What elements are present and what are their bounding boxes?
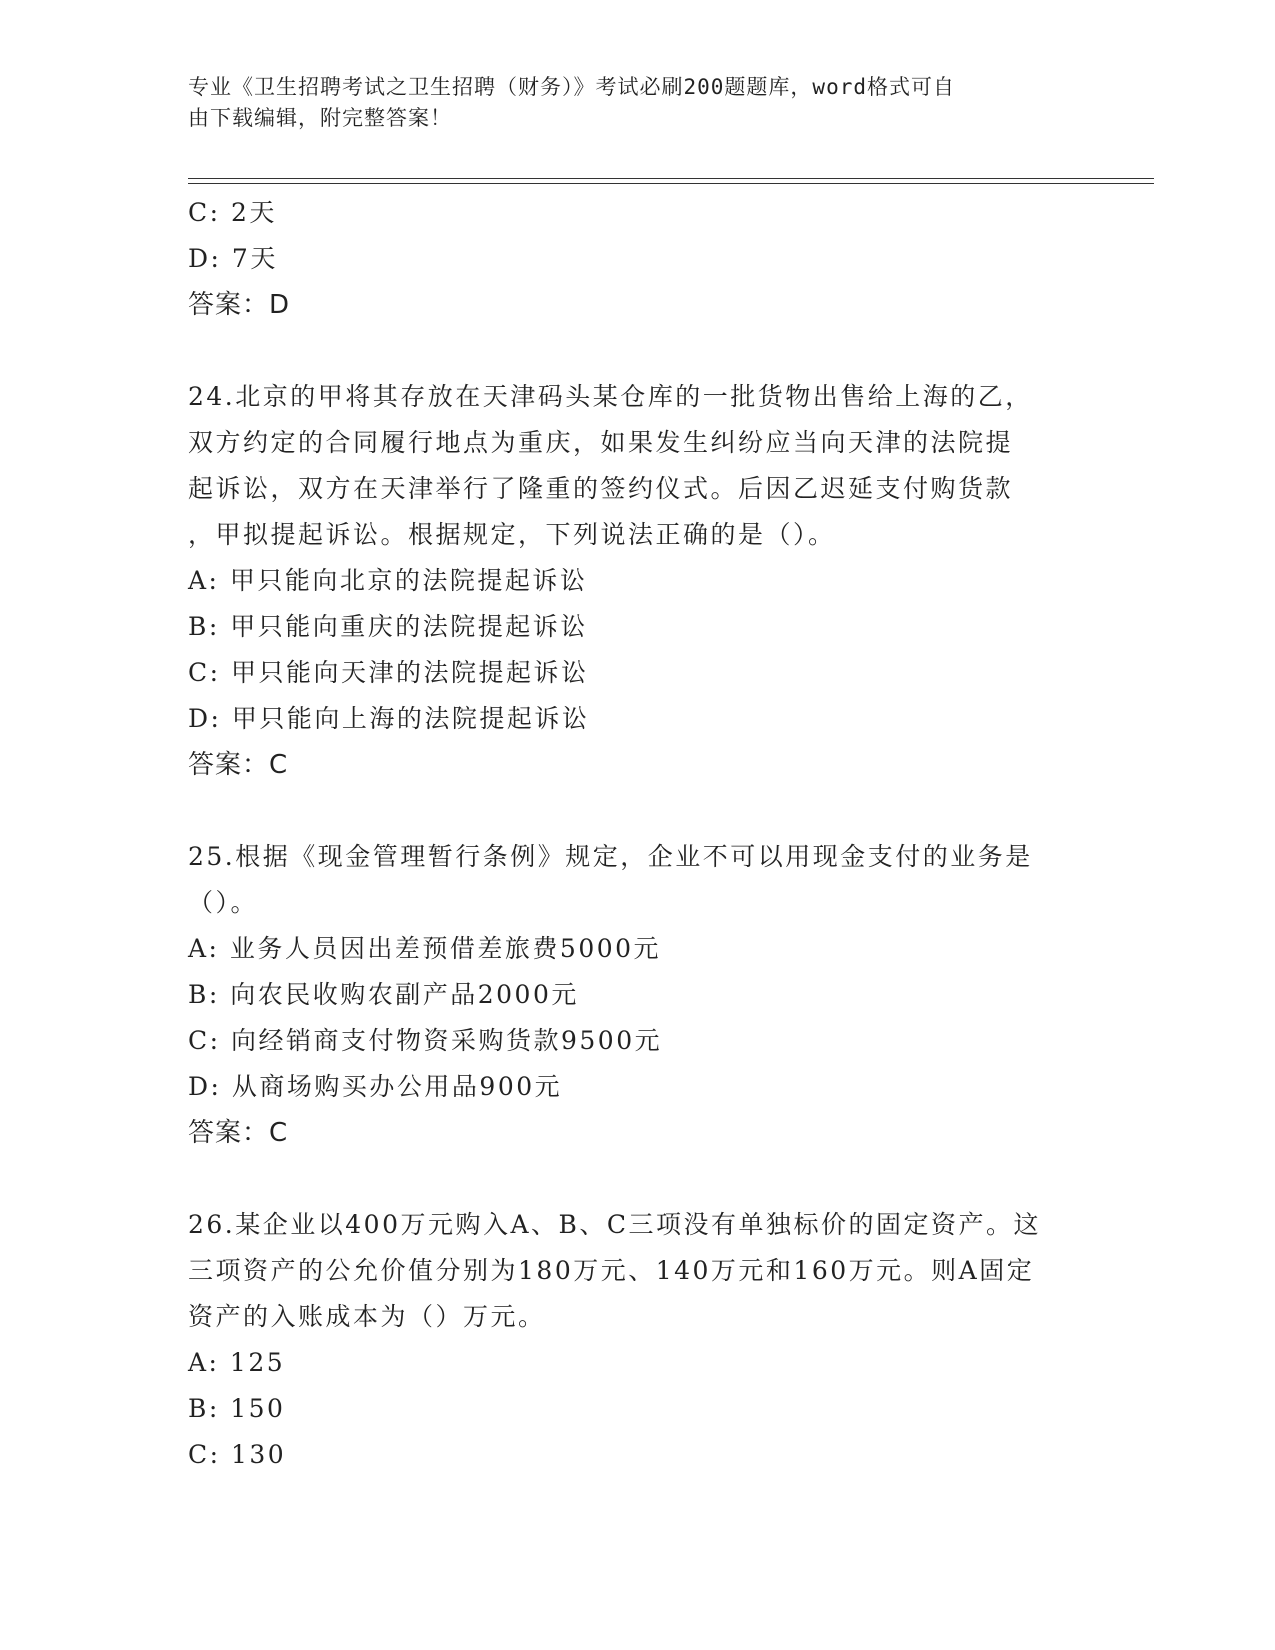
question-stem-line: 三项资产的公允价值分别为180万元、140万元和160万元。则A固定 xyxy=(188,1256,1035,1285)
option-c: C: 向经销商支付物资采购货款9500元 xyxy=(188,1026,663,1055)
document-header xyxy=(188,72,1068,134)
question-25 xyxy=(188,834,1088,1156)
question-stem-line: 24.北京的甲将其存放在天津码头某仓库的一批货物出售给上海的乙， xyxy=(188,382,1033,411)
option-b: B: 甲只能向重庆的法院提起诉讼 xyxy=(188,612,588,641)
option-c: C: 2天 xyxy=(188,198,277,227)
option-d: D: 7天 xyxy=(188,244,278,273)
question-list xyxy=(188,190,1088,1478)
option-c: C: 甲只能向天津的法院提起诉讼 xyxy=(188,658,589,687)
question-23-tail xyxy=(188,190,1088,328)
question-stem-line: 25.根据《现金管理暂行条例》规定，企业不可以用现金支付的业务是 xyxy=(188,842,1033,871)
question-26 xyxy=(188,1202,1088,1478)
option-b: B: 向农民收购农副产品2000元 xyxy=(188,980,579,1009)
question-stem-line: ，甲拟提起诉讼。根据规定，下列说法正确的是（）。 xyxy=(188,520,836,549)
header-divider-bottom xyxy=(188,183,1154,184)
answer: 答案：C xyxy=(188,1118,289,1148)
header-line-1: 专业《卫生招聘考试之卫生招聘（财务）》考试必刷200题题库，word格式可自 xyxy=(188,75,955,99)
answer: 答案：D xyxy=(188,290,291,320)
question-stem-line: 起诉讼，双方在天津举行了隆重的签约仪式。后因乙迟延支付购货款 xyxy=(188,474,1014,503)
option-d: D: 甲只能向上海的法院提起诉讼 xyxy=(188,704,590,733)
option-a: A: 125 xyxy=(188,1348,286,1377)
question-stem-line: 资产的入账成本为（）万元。 xyxy=(188,1302,546,1331)
question-stem-line: 双方约定的合同履行地点为重庆，如果发生纠纷应当向天津的法院提 xyxy=(188,428,1014,457)
question-24 xyxy=(188,374,1088,788)
header-divider-top xyxy=(188,178,1154,179)
option-c: C: 130 xyxy=(188,1440,287,1469)
header-line-2: 由下载编辑，附完整答案！ xyxy=(188,106,452,130)
answer: 答案：C xyxy=(188,750,289,780)
option-a: A: 甲只能向北京的法院提起诉讼 xyxy=(188,566,588,595)
option-d: D: 从商场购买办公用品900元 xyxy=(188,1072,563,1101)
option-b: B: 150 xyxy=(188,1394,286,1423)
question-stem-line: 26.某企业以400万元购入A、B、C三项没有单独标价的固定资产。这 xyxy=(188,1210,1042,1239)
question-stem-line: （）。 xyxy=(188,888,259,917)
option-a: A: 业务人员因出差预借差旅费5000元 xyxy=(188,934,662,963)
